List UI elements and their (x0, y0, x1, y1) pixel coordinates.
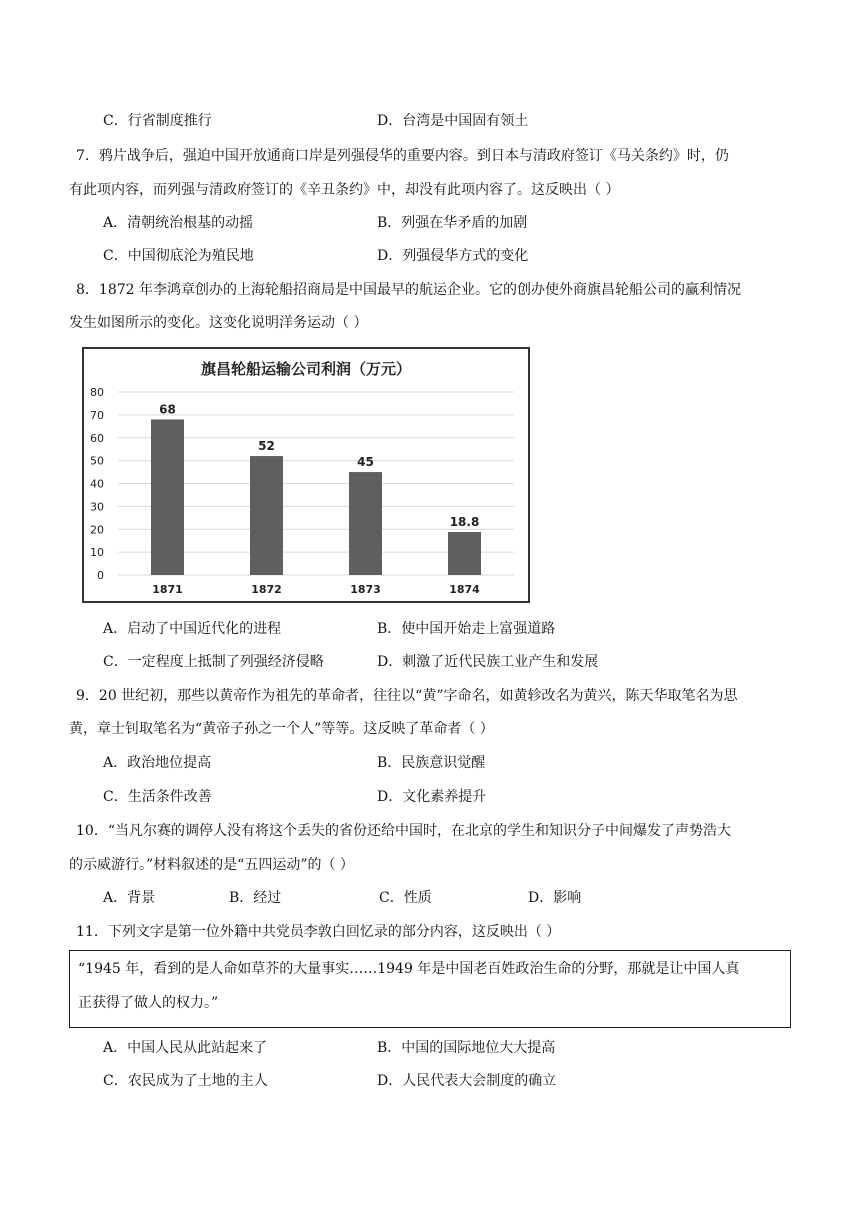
y-tick-label: 60 (90, 431, 104, 445)
x-tick-label-1873: 1873 (350, 583, 381, 596)
q10-option-c[interactable]: C．性质 (379, 890, 432, 906)
q10-option-d[interactable]: D．影响 (528, 890, 582, 906)
y-tick-label: 80 (90, 386, 104, 399)
q7-option-a[interactable]: A．清朝统治根基的动摇 (103, 215, 254, 231)
q10-option-a[interactable]: A．背景 (103, 890, 156, 906)
q11-option-a[interactable]: A．中国人民从此站起来了 (103, 1040, 268, 1056)
q8-option-a[interactable]: A．启动了中国近代化的进程 (103, 621, 282, 637)
chart-title: 旗昌轮船运输公司利润（万元） (200, 360, 412, 378)
q10-stem-line2: 的示威游行。”材料叙述的是“五四运动”的（ ） (69, 857, 354, 873)
q9-option-b[interactable]: B．民族意识觉醒 (377, 755, 486, 771)
q9-stem-line2: 黄，章士钊取笔名为“黄帝子孙之一个人”等等。这反映了革命者（ ） (69, 721, 494, 737)
q11-quote-line2: 正获得了做人的权力。” (78, 995, 219, 1011)
y-tick-label: 70 (90, 408, 104, 422)
bar-1874 (448, 532, 481, 575)
q9-stem-line1: 9．20 世纪初，那些以黄帝作为祖先的革命者，往往以“黄”字命名，如黄轸改名为黄兴，陈天华取笔名为思 (76, 688, 738, 704)
q9-option-c[interactable]: C．生活条件改善 (103, 789, 212, 805)
q11-option-c[interactable]: C．农民成为了土地的主人 (103, 1073, 268, 1089)
bar-1872 (250, 456, 283, 575)
data-label-1871: 68 (159, 402, 176, 417)
q11-quote-line1: “1945 年，看到的是人命如草芥的大量事实……1949 年是中国老百姓政治生命的分野，那就是让中国人真 (78, 961, 740, 977)
q10-stem-line1: 10．“当凡尔赛的调停人没有将这个丢失的省份还给中国时，在北京的学生和知识分子中间爆发了声势浩大 (76, 823, 731, 839)
q8-option-b[interactable]: B．使中国开始走上富强道路 (377, 621, 556, 637)
bar-1871 (151, 419, 184, 575)
q8-option-d[interactable]: D．刺激了近代民族工业产生和发展 (377, 654, 599, 670)
q11-option-b[interactable]: B．中国的国际地位大大提高 (377, 1040, 556, 1056)
y-tick-label: 40 (90, 477, 104, 491)
profit-bar-chart (84, 349, 528, 601)
q6-option-d[interactable]: D．台湾是中国固有领土 (377, 113, 529, 129)
y-tick-label: 10 (90, 546, 104, 560)
bar-1873 (349, 472, 382, 575)
q9-option-a[interactable]: A．政治地位提高 (103, 755, 212, 771)
q7-stem-line2: 有此项内容，而列强与清政府签订的《辛丑条约》中，却没有此项内容了。这反映出（ ） (69, 182, 620, 198)
q8-stem-line1: 8．1872 年李鸿章创办的上海轮船招商局是中国最早的航运企业。它的创办使外商旗昌轮船公司的赢利情况 (76, 282, 741, 298)
q9-option-d[interactable]: D．文化素养提升 (377, 789, 487, 805)
x-tick-label-1871: 1871 (152, 583, 183, 596)
data-label-1872: 52 (258, 439, 275, 454)
y-tick-label: 50 (90, 454, 104, 468)
data-label-1874: 18.8 (449, 514, 480, 529)
q7-option-d[interactable]: D．列强侵华方式的变化 (377, 248, 529, 264)
profit-chart-frame (82, 347, 530, 603)
q7-option-c[interactable]: C．中国彻底沦为殖民地 (103, 248, 254, 264)
y-tick-label: 30 (90, 500, 104, 514)
data-label-1873: 45 (357, 455, 374, 470)
q6-option-c[interactable]: C．行省制度推行 (103, 113, 212, 129)
q8-stem-line2: 发生如图所示的变化。这变化说明洋务运动（ ） (69, 315, 368, 331)
q8-option-c[interactable]: C．一定程度上抵制了列强经济侵略 (103, 654, 324, 670)
q7-option-b[interactable]: B．列强在华矛盾的加剧 (377, 215, 528, 231)
q11-stem-line1: 11．下列文字是第一位外籍中共党员李敦白回忆录的部分内容，这反映出（ ） (76, 924, 561, 940)
q11-option-d[interactable]: D．人民代表大会制度的确立 (377, 1073, 557, 1089)
q7-stem-line1: 7．鸦片战争后，强迫中国开放通商口岸是列强侵华的重要内容。到日本与清政府签订《马关条约》时，仍 (76, 148, 729, 164)
q10-option-b[interactable]: B．经过 (229, 890, 282, 906)
x-tick-label-1874: 1874 (449, 583, 480, 596)
x-tick-label-1872: 1872 (251, 583, 282, 596)
q11-quote-box (69, 950, 791, 1028)
y-tick-label: 0 (97, 569, 104, 582)
y-tick-label: 20 (90, 523, 104, 537)
